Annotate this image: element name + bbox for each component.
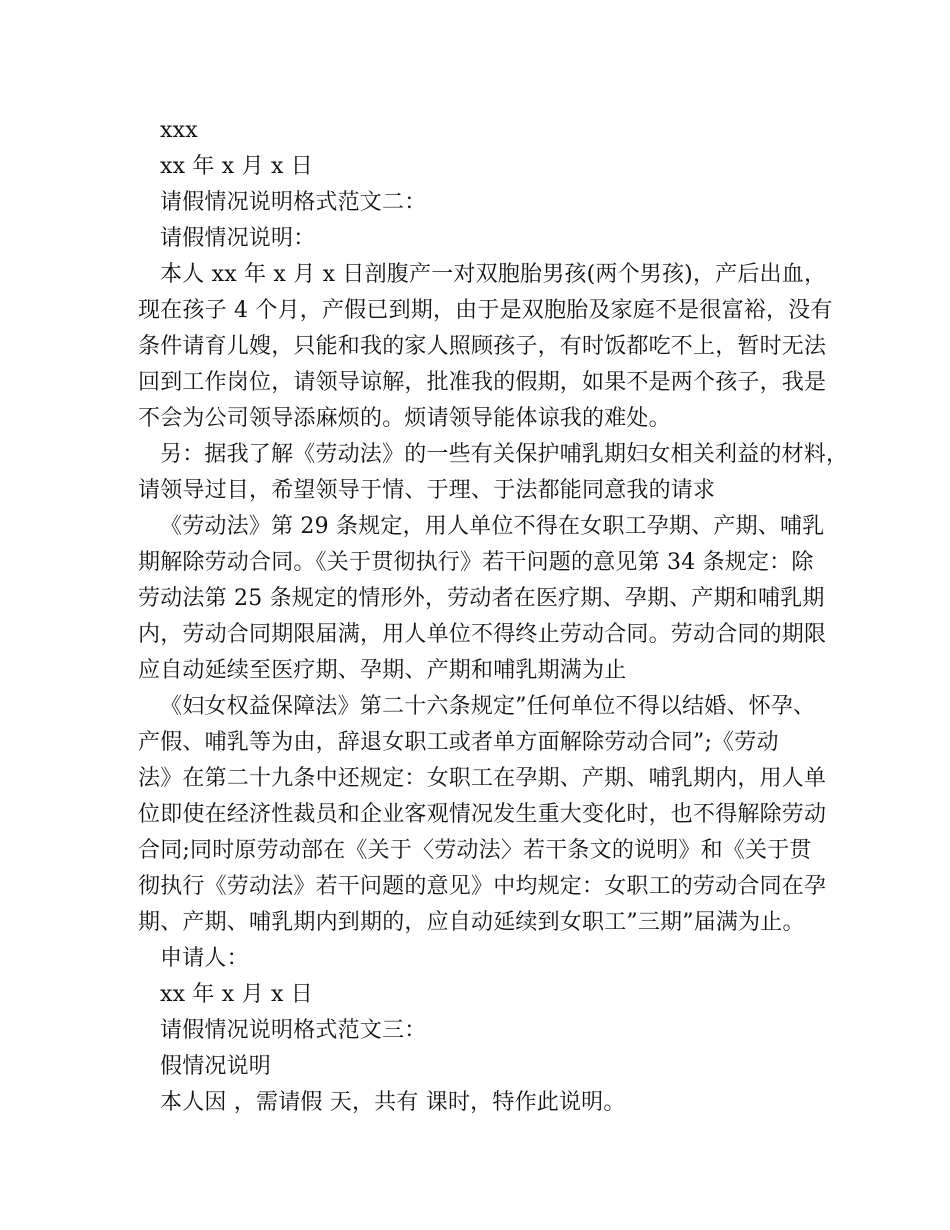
paragraph-line: 位即使在经济性裁员和企业客观情况发生重大变化时，也不得解除劳动: [138, 802, 827, 827]
paragraph-line: 期解除劳动合同。《关于贯彻执行》若干问题的意见第 34 条规定：除: [138, 550, 814, 575]
paragraph-line: 彻执行《劳动法》若干问题的意见》中均规定：女职工的劳动合同在孕: [138, 874, 827, 899]
paragraph-line: 内，劳动合同期限届满，用人单位不得终止劳动合同。劳动合同的期限: [138, 622, 827, 647]
paragraph-line: 本人 xx 年 x 月 x 日剖腹产一对双胞胎男孩(两个男孩)，产后出血，: [160, 262, 827, 287]
paragraph-line: 应自动延续至医疗期、孕期、产期和哺乳期满为止: [138, 658, 627, 683]
section-heading-sample-three: 请假情况说明格式范文三：: [160, 1018, 427, 1043]
paragraph-line: 本人因 ，需请假 天，共有 课时，特作此说明。: [160, 1090, 626, 1115]
paragraph-line: 条件请育儿嫂，只能和我的家人照顾孩子，有时饭都吃不上，暂时无法: [138, 334, 827, 359]
paragraph-line: 法》在第二十九条中还规定：女职工在孕期、产期、哺乳期内，用人单: [138, 766, 827, 791]
paragraph-line: 劳动法第 25 条规定的情形外，劳动者在医疗期、孕期、产期和哺乳期: [138, 586, 825, 611]
paragraph-line: 另：据我了解《劳动法》的一些有关保护哺乳期妇女相关利益的材料，: [160, 442, 849, 467]
paragraph-line: 回到工作岗位，请领导谅解，批准我的假期，如果不是两个孩子，我是: [138, 370, 827, 395]
paragraph-line: 请领导过目，希望领导于情、于理、于法都能同意我的请求: [138, 478, 716, 503]
date-line: xx 年 x 月 x 日: [160, 982, 313, 1007]
paragraph-line: 现在孩子 4 个月，产假已到期，由于是双胞胎及家庭不是很富裕，没有: [138, 298, 833, 323]
paragraph-line: 产假、哺乳等为由，辞退女职工或者单方面解除劳动合同”;《劳动: [138, 730, 779, 755]
signature-name: xxx: [160, 118, 198, 143]
paragraph-line: 不会为公司领导添麻烦的。烦请领导能体谅我的难处。: [138, 406, 671, 431]
section-heading-sample-two: 请假情况说明格式范文二：: [160, 190, 427, 215]
paragraph-line: 期、产期、哺乳期内到期的，应自动延续到女职工”三期”届满为止。: [138, 910, 805, 935]
paragraph-line: 《劳动法》第 29 条规定，用人单位不得在女职工孕期、产期、哺乳: [160, 514, 825, 539]
document-title: 请假情况说明：: [160, 226, 316, 251]
date-line: xx 年 x 月 x 日: [160, 154, 313, 179]
document-title: 假情况说明: [160, 1054, 272, 1079]
applicant-label: 申请人：: [160, 946, 249, 971]
paragraph-line: 合同;同时原劳动部在《关于〈劳动法〉若干条文的说明》和《关于贯: [138, 838, 812, 863]
paragraph-line: 《妇女权益保障法》第二十六条规定”任何单位不得以结婚、怀孕、: [160, 694, 816, 719]
